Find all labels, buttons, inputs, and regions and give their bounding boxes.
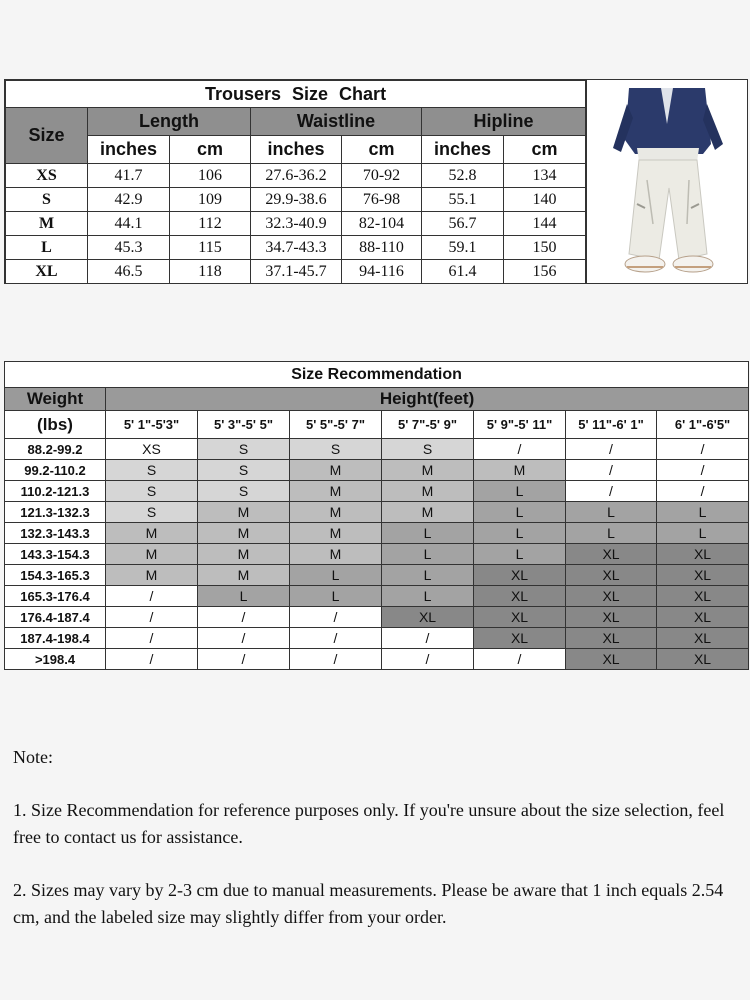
size-row (6, 164, 586, 188)
weight-range: 88.2-99.2 (5, 439, 106, 460)
recommended-size-cell: / (657, 481, 749, 502)
note-item: 1. Size Recommendation for reference purposes only. If you're unsure about the size selection, feel free to contact us for assistance. (13, 800, 725, 847)
size-label: XS (6, 164, 88, 188)
recommendation-row (5, 544, 749, 565)
recommended-size-cell: XL (566, 544, 657, 565)
recommended-size-cell: M (290, 481, 382, 502)
recommended-size-cell: L (566, 523, 657, 544)
recommended-size-cell: / (106, 586, 198, 607)
size-chart (4, 79, 748, 284)
recommended-size-cell: L (382, 565, 474, 586)
weight-unit: (lbs) (5, 411, 106, 439)
recommended-size-cell: / (474, 649, 566, 670)
measurement-cell: 118 (170, 260, 251, 284)
recommendation-row (5, 502, 749, 523)
measurement-cell: 59.1 (422, 236, 504, 260)
weight-range: 176.4-187.4 (5, 607, 106, 628)
height-range-header: 5' 7"-5' 9" (382, 411, 474, 439)
recommended-size-cell: S (106, 481, 198, 502)
recommended-size-cell: XL (657, 649, 749, 670)
recommended-size-cell: XL (657, 565, 749, 586)
size-label: S (6, 188, 88, 212)
recommended-size-cell: S (106, 502, 198, 523)
unit-header: cm (342, 136, 422, 164)
recommended-size-cell: L (382, 544, 474, 565)
recommended-size-cell: / (566, 439, 657, 460)
recommended-size-cell: M (382, 460, 474, 481)
recommended-size-cell: M (290, 502, 382, 523)
model-wearing-trousers-image (607, 84, 727, 280)
recommended-size-cell: / (382, 649, 474, 670)
measurement-cell: 55.1 (422, 188, 504, 212)
recommended-size-cell: L (290, 565, 382, 586)
measurement-cell: 46.5 (88, 260, 170, 284)
recommendation-body (5, 439, 749, 670)
weight-range: 143.3-154.3 (5, 544, 106, 565)
measurement-cell: 45.3 (88, 236, 170, 260)
recommendation-row (5, 523, 749, 544)
weight-header: Weight (5, 388, 106, 411)
recommended-size-cell: / (566, 481, 657, 502)
recommended-size-cell: L (657, 502, 749, 523)
recommendation-row (5, 628, 749, 649)
recommended-size-cell: L (474, 544, 566, 565)
size-chart-body (6, 164, 586, 284)
measurement-cell: 56.7 (422, 212, 504, 236)
recommended-size-cell: XS (106, 439, 198, 460)
recommended-size-cell: / (290, 628, 382, 649)
recommended-size-cell: M (290, 544, 382, 565)
size-recommendation-table (4, 361, 749, 670)
height-header: Height(feet) (106, 388, 749, 411)
weight-range: 187.4-198.4 (5, 628, 106, 649)
recommended-size-cell: M (198, 544, 290, 565)
weight-range: >198.4 (5, 649, 106, 670)
note-item: 2. Sizes may vary by 2-3 cm due to manual measurements. Please be aware that 1 inch equals 2.54 cm, and the labeled size may slightly differ from your order. (13, 880, 724, 927)
recommended-size-cell: XL (566, 565, 657, 586)
recommended-size-cell: XL (566, 607, 657, 628)
recommended-size-cell: M (474, 460, 566, 481)
recommended-size-cell: XL (566, 586, 657, 607)
size-chart-title: Trousers Size Chart (6, 81, 586, 108)
measurement-cell: 61.4 (422, 260, 504, 284)
measurement-cell: 115 (170, 236, 251, 260)
measurement-cell: 150 (504, 236, 586, 260)
recommended-size-cell: L (382, 586, 474, 607)
recommended-size-cell: L (474, 481, 566, 502)
recommended-size-cell: L (657, 523, 749, 544)
trousers-product-photo (586, 80, 747, 283)
recommended-size-cell: M (382, 502, 474, 523)
weight-range: 99.2-110.2 (5, 460, 106, 481)
measurement-cell: 37.1-45.7 (251, 260, 342, 284)
recommended-size-cell: M (106, 565, 198, 586)
weight-range: 132.3-143.3 (5, 523, 106, 544)
recommended-size-cell: / (106, 628, 198, 649)
measurement-cell: 27.6-36.2 (251, 164, 342, 188)
measurement-cell: 70-92 (342, 164, 422, 188)
weight-range: 154.3-165.3 (5, 565, 106, 586)
measurement-cell: 106 (170, 164, 251, 188)
recommended-size-cell: S (106, 460, 198, 481)
unit-header: inches (422, 136, 504, 164)
measurement-cell: 29.9-38.6 (251, 188, 342, 212)
measurement-cell: 88-110 (342, 236, 422, 260)
recommended-size-cell: / (566, 460, 657, 481)
notes-heading: Note: (13, 747, 53, 767)
recommended-size-cell: / (198, 649, 290, 670)
recommendation-row (5, 565, 749, 586)
recommended-size-cell: L (382, 523, 474, 544)
measurement-cell: 156 (504, 260, 586, 284)
height-range-header: 6' 1"-6'5" (657, 411, 749, 439)
recommended-size-cell: / (290, 607, 382, 628)
recommended-size-cell: XL (474, 565, 566, 586)
length-header: Length (88, 108, 251, 136)
height-range-header: 5' 11"-6' 1" (566, 411, 657, 439)
size-row (6, 212, 586, 236)
measurement-cell: 82-104 (342, 212, 422, 236)
recommended-size-cell: L (198, 586, 290, 607)
size-row (6, 260, 586, 284)
hipline-header: Hipline (422, 108, 586, 136)
measurement-cell: 140 (504, 188, 586, 212)
recommendation-row (5, 607, 749, 628)
unit-header: inches (88, 136, 170, 164)
measurement-cell: 112 (170, 212, 251, 236)
height-range-header: 5' 3"-5' 5" (198, 411, 290, 439)
recommended-size-cell: M (290, 523, 382, 544)
size-row (6, 188, 586, 212)
recommended-size-cell: L (566, 502, 657, 523)
height-range-header: 5' 1"-5'3" (106, 411, 198, 439)
measurement-cell: 52.8 (422, 164, 504, 188)
weight-range: 110.2-121.3 (5, 481, 106, 502)
measurement-cell: 109 (170, 188, 251, 212)
measurement-cell: 41.7 (88, 164, 170, 188)
measurement-cell: 76-98 (342, 188, 422, 212)
unit-header: cm (504, 136, 586, 164)
recommendation-title: Size Recommendation (5, 362, 749, 388)
recommended-size-cell: / (657, 460, 749, 481)
measurement-cell: 42.9 (88, 188, 170, 212)
measurement-cell: 32.3-40.9 (251, 212, 342, 236)
recommended-size-cell: XL (657, 586, 749, 607)
recommended-size-cell: / (198, 607, 290, 628)
recommended-size-cell: L (474, 523, 566, 544)
recommended-size-cell: M (198, 502, 290, 523)
recommended-size-cell: / (106, 649, 198, 670)
recommendation-row (5, 586, 749, 607)
recommended-size-cell: XL (657, 607, 749, 628)
recommended-size-cell: M (382, 481, 474, 502)
recommended-size-cell: M (106, 544, 198, 565)
recommended-size-cell: XL (474, 586, 566, 607)
measurement-cell: 44.1 (88, 212, 170, 236)
measurement-cell: 34.7-43.3 (251, 236, 342, 260)
recommended-size-cell: S (290, 439, 382, 460)
weight-range: 165.3-176.4 (5, 586, 106, 607)
size-label: L (6, 236, 88, 260)
size-label: M (6, 212, 88, 236)
recommended-size-cell: S (382, 439, 474, 460)
recommended-size-cell: / (106, 607, 198, 628)
unit-header: cm (170, 136, 251, 164)
measurement-cell: 144 (504, 212, 586, 236)
recommended-size-cell: S (198, 481, 290, 502)
size-row (6, 236, 586, 260)
recommended-size-cell: M (198, 523, 290, 544)
recommended-size-cell: XL (566, 628, 657, 649)
recommended-size-cell: S (198, 439, 290, 460)
recommended-size-cell: M (198, 565, 290, 586)
recommended-size-cell: XL (474, 628, 566, 649)
notes-section (13, 744, 738, 957)
weight-range: 121.3-132.3 (5, 502, 106, 523)
recommended-size-cell: / (657, 439, 749, 460)
recommendation-row (5, 439, 749, 460)
recommended-size-cell: / (382, 628, 474, 649)
recommended-size-cell: XL (657, 628, 749, 649)
recommended-size-cell: M (106, 523, 198, 544)
height-range-header: 5' 5"-5' 7" (290, 411, 382, 439)
size-header: Size (6, 108, 88, 164)
recommended-size-cell: XL (382, 607, 474, 628)
recommended-size-cell: L (474, 502, 566, 523)
recommended-size-cell: S (198, 460, 290, 481)
waistline-header: Waistline (251, 108, 422, 136)
recommended-size-cell: XL (566, 649, 657, 670)
recommended-size-cell: XL (657, 544, 749, 565)
height-range-header: 5' 9"-5' 11" (474, 411, 566, 439)
measurement-cell: 94-116 (342, 260, 422, 284)
recommended-size-cell: XL (474, 607, 566, 628)
size-chart-table (5, 80, 586, 284)
recommendation-row (5, 460, 749, 481)
recommendation-row (5, 481, 749, 502)
size-label: XL (6, 260, 88, 284)
recommended-size-cell: / (474, 439, 566, 460)
recommended-size-cell: M (290, 460, 382, 481)
measurement-cell: 134 (504, 164, 586, 188)
recommended-size-cell: / (290, 649, 382, 670)
recommendation-row (5, 649, 749, 670)
recommended-size-cell: / (198, 628, 290, 649)
recommended-size-cell: L (290, 586, 382, 607)
unit-header: inches (251, 136, 342, 164)
